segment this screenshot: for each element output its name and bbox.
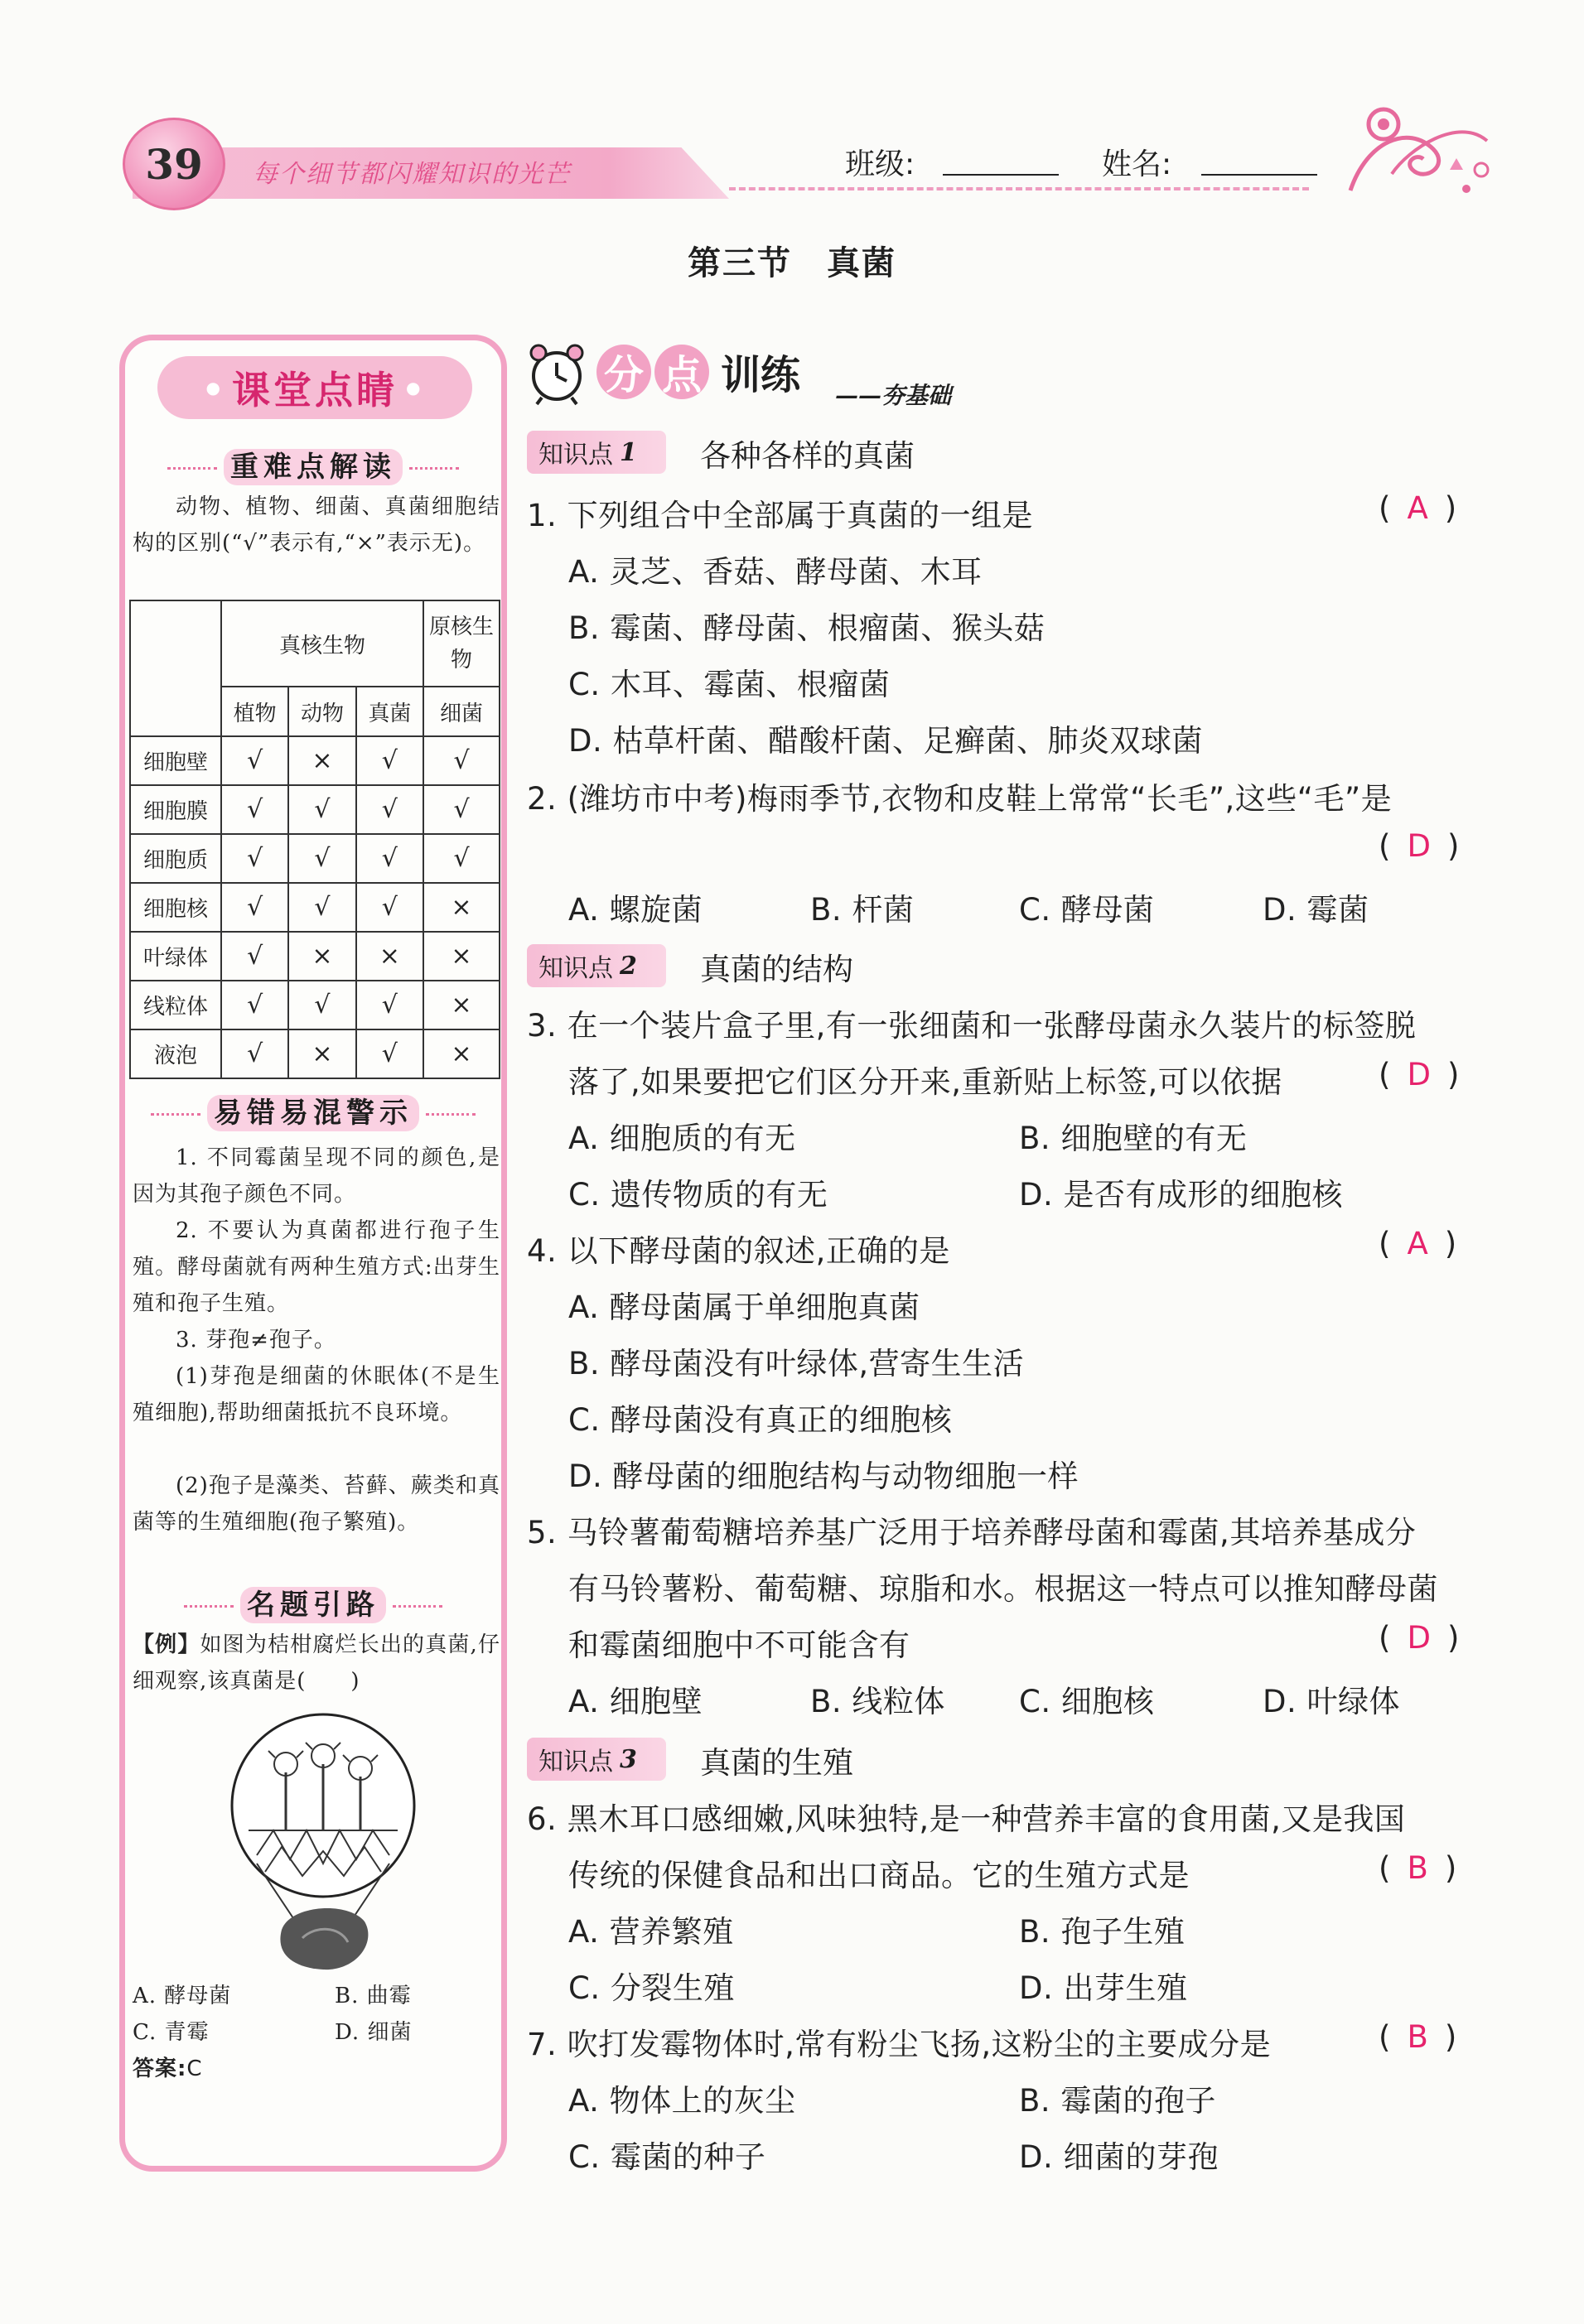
q1-option-b: B. 霉菌、酵母菌、根瘤菌、猴头菇 <box>568 610 1046 646</box>
table-cell: √ <box>356 736 423 785</box>
table-row <box>130 834 500 883</box>
row-label: 液泡 <box>130 1029 221 1078</box>
q3-option-d: D. 是否有成形的细胞核 <box>1019 1177 1344 1213</box>
answer-5: ( D ) <box>1379 1620 1460 1656</box>
example-label: 【例】 <box>133 1632 200 1657</box>
q4-option-d: D. 酵母菌的细胞结构与动物细胞一样 <box>568 1459 1079 1494</box>
q1-option-a: A. 灵芝、香菇、酵母菌、木耳 <box>568 554 983 590</box>
training-title <box>596 343 800 400</box>
floral-flourish-icon <box>1334 91 1499 207</box>
name-field[interactable] <box>1201 174 1317 176</box>
table-cell: √ <box>221 736 288 785</box>
question-5-cont: 有马铃薯粉、葡萄糖、琼脂和水。根据这一特点可以推知酵母菌 <box>568 1571 1438 1607</box>
knowledge-point-badge: 知识点 1 <box>527 431 666 474</box>
table-cell: √ <box>423 785 500 834</box>
title-bubble: 点 <box>654 345 709 399</box>
knowledge-point-badge: 知识点 3 <box>527 1738 666 1781</box>
example-answer <box>133 2051 500 2087</box>
row-label: 线粒体 <box>130 981 221 1029</box>
table-cell: × <box>423 981 500 1029</box>
table-cell: √ <box>288 981 355 1029</box>
table-cell: √ <box>288 834 355 883</box>
training-title-rest: 训练 <box>721 352 801 398</box>
q1-option-d: D. 枯草杆菌、醋酸杆菌、足癣菌、肺炎双球菌 <box>568 723 1204 759</box>
table-corner <box>130 600 221 736</box>
key-points-intro: 动物、植物、细菌、真菌细胞结构的区别(“√”表示有,“×”表示无)。 <box>133 494 500 556</box>
fungus-illustration <box>224 1706 423 1979</box>
column-header: 植物 <box>221 687 288 736</box>
table-cell: × <box>288 736 355 785</box>
q7-option-d: D. 细菌的芽孢 <box>1019 2139 1219 2175</box>
q5-option-b: B. 线粒体 <box>810 1684 945 1719</box>
knowledge-point-badge: 知识点 2 <box>527 944 666 987</box>
question-7: 7. 吹打发霉物体时,常有粉尘飞扬,这粉尘的主要成分是 <box>527 2027 1272 2062</box>
prokaryote-header: 原核生物 <box>423 600 500 687</box>
table-cell: √ <box>356 1029 423 1078</box>
page-number: 39 <box>123 118 225 210</box>
example-option-c: C. 青霉 <box>133 2020 210 2045</box>
table-cell: √ <box>423 736 500 785</box>
answer-6: ( B ) <box>1379 1850 1457 1886</box>
table-cell: × <box>423 883 500 932</box>
table-cell: × <box>423 1029 500 1078</box>
q3-option-a: A. 细胞质的有无 <box>568 1121 796 1156</box>
class-field[interactable] <box>943 174 1059 176</box>
question-3-cont: 落了,如果要把它们区分开来,重新贴上标签,可以依据 <box>568 1064 1282 1100</box>
answer-7: ( B ) <box>1379 2019 1457 2055</box>
question-2: 2. (潍坊市中考)梅雨季节,衣物和皮鞋上常常“长毛”,这些“毛”是 <box>527 781 1393 817</box>
answer-3: ( D ) <box>1379 1057 1460 1092</box>
q6-option-a: A. 营养繁殖 <box>568 1914 734 1950</box>
table-cell: √ <box>356 981 423 1029</box>
training-subtitle: ——夯基础 <box>835 382 952 409</box>
example-question-text: 如图为桔柑腐烂长出的真菌,仔细观察,该真菌是( ) <box>133 1632 500 1694</box>
table-cell: √ <box>221 785 288 834</box>
q7-option-b: B. 霉菌的孢子 <box>1019 2083 1216 2119</box>
table-cell: √ <box>221 1029 288 1078</box>
example-option-a: A. 酵母菌 <box>133 1984 232 2008</box>
sidebar-title: ● 课堂点睛 ● <box>157 356 472 419</box>
header-divider <box>729 187 1309 190</box>
q3-option-b: B. 细胞壁的有无 <box>1019 1121 1248 1156</box>
table-cell: √ <box>356 785 423 834</box>
table-cell: × <box>288 1029 355 1078</box>
table-cell: √ <box>356 834 423 883</box>
table-cell: √ <box>221 883 288 932</box>
q4-option-a: A. 酵母菌属于单细胞真菌 <box>568 1290 920 1325</box>
example-option-b: B. 曲霉 <box>335 1984 412 2008</box>
answer-1: ( A ) <box>1379 490 1457 526</box>
q6-option-b: B. 孢子生殖 <box>1019 1914 1186 1950</box>
column-header: 动物 <box>288 687 355 736</box>
question-6: 6. 黑木耳口感细嫩,风味独特,是一种营养丰富的食用菌,又是我国 <box>527 1801 1406 1837</box>
question-5-cont: 和霉菌细胞中不可能含有 <box>568 1627 910 1663</box>
key-points-heading: 重难点解读 <box>129 444 497 485</box>
q2-option-b: B. 杆菌 <box>810 892 915 928</box>
answer-2: ( D ) <box>1379 828 1460 864</box>
cell-structure-table <box>129 600 500 1079</box>
knowledge-point-title: 各种各样的真菌 <box>700 438 915 474</box>
row-label: 细胞膜 <box>130 785 221 834</box>
class-label: 班级: <box>845 147 915 181</box>
question-6-cont: 传统的保健食品和出口商品。它的生殖方式是 <box>568 1858 1190 1893</box>
q6-option-d: D. 出芽生殖 <box>1019 1970 1188 2006</box>
q4-option-c: C. 酵母菌没有真正的细胞核 <box>568 1402 953 1438</box>
table-cell: √ <box>423 834 500 883</box>
q5-option-d: D. 叶绿体 <box>1263 1684 1401 1719</box>
warnings-heading: 易错易混警示 <box>129 1090 497 1131</box>
q1-option-c: C. 木耳、霉菌、根瘤菌 <box>568 667 891 702</box>
q3-option-c: C. 遗传物质的有无 <box>568 1177 828 1213</box>
row-label: 细胞壁 <box>130 736 221 785</box>
table-cell: × <box>288 932 355 981</box>
row-label: 细胞质 <box>130 834 221 883</box>
q5-option-c: C. 细胞核 <box>1019 1684 1155 1719</box>
knowledge-point-title: 真菌的结构 <box>700 952 853 987</box>
example-option-d: D. 细菌 <box>335 2020 413 2045</box>
row-label: 细胞核 <box>130 883 221 932</box>
table-cell: √ <box>288 785 355 834</box>
q4-option-b: B. 酵母菌没有叶绿体,营寄生生活 <box>568 1346 1025 1381</box>
q2-option-a: A. 螺旋菌 <box>568 892 703 928</box>
table-row <box>130 932 500 981</box>
warning-item: (2)孢子是藻类、苔藓、蕨类和真菌等的生殖细胞(孢子繁殖)。 <box>133 1473 500 1535</box>
q2-option-d: D. 霉菌 <box>1263 892 1369 928</box>
question-1: 1. 下列组合中全部属于真菌的一组是 <box>527 498 1034 533</box>
warning-item: 1. 不同霉菌呈现不同的颜色,是因为其孢子颜色不同。 <box>133 1145 500 1207</box>
section-title: 第三节 真菌 <box>688 244 896 282</box>
example-heading: 名题引路 <box>129 1582 497 1622</box>
question-5: 5. 马铃薯葡萄糖培养基广泛用于培养酵母菌和霉菌,其培养基成分 <box>527 1515 1417 1550</box>
column-header: 真菌 <box>356 687 423 736</box>
title-bubble: 分 <box>596 345 651 399</box>
answer-4: ( A ) <box>1379 1226 1457 1261</box>
warning-item: (1)芽孢是细菌的休眠体(不是生殖细胞),帮助细菌抵抗不良环境。 <box>133 1364 500 1425</box>
row-label: 叶绿体 <box>130 932 221 981</box>
table-row <box>130 1029 500 1078</box>
question-3: 3. 在一个装片盒子里,有一张细菌和一张酵母菌永久装片的标签脱 <box>527 1008 1417 1044</box>
eukaryote-header: 真核生物 <box>221 600 423 687</box>
q7-option-a: A. 物体上的灰尘 <box>568 2083 796 2119</box>
q5-option-a: A. 细胞壁 <box>568 1684 703 1719</box>
table-row <box>130 883 500 932</box>
question-4: 4. 以下酵母菌的叙述,正确的是 <box>527 1233 950 1269</box>
warning-item: 2. 不要认为真菌都进行孢子生殖。酵母菌就有两种生殖方式:出芽生殖和孢子生殖。 <box>133 1218 500 1316</box>
knowledge-point-title: 真菌的生殖 <box>700 1745 853 1781</box>
q6-option-c: C. 分裂生殖 <box>568 1970 735 2006</box>
table-row <box>130 785 500 834</box>
table-row <box>130 736 500 785</box>
warning-item: 3. 芽孢≠孢子。 <box>176 1328 336 1352</box>
table-cell: √ <box>221 981 288 1029</box>
q7-option-c: C. 霉菌的种子 <box>568 2139 766 2175</box>
table-cell: √ <box>356 883 423 932</box>
table-cell: × <box>423 932 500 981</box>
table-cell: × <box>356 932 423 981</box>
header-slogan: 每个细节都闪耀知识的光芒 <box>253 160 571 189</box>
table-row <box>130 981 500 1029</box>
name-label: 姓名: <box>1102 147 1172 181</box>
table-cell: √ <box>221 932 288 981</box>
answer-value: C <box>186 2056 203 2081</box>
table-cell: √ <box>221 834 288 883</box>
alarm-clock-icon <box>524 340 590 406</box>
answer-label: 答案: <box>133 2056 187 2081</box>
q2-option-c: C. 酵母菌 <box>1019 892 1155 928</box>
column-header: 细菌 <box>423 687 500 736</box>
example-question <box>133 1627 500 1700</box>
table-cell: √ <box>288 883 355 932</box>
